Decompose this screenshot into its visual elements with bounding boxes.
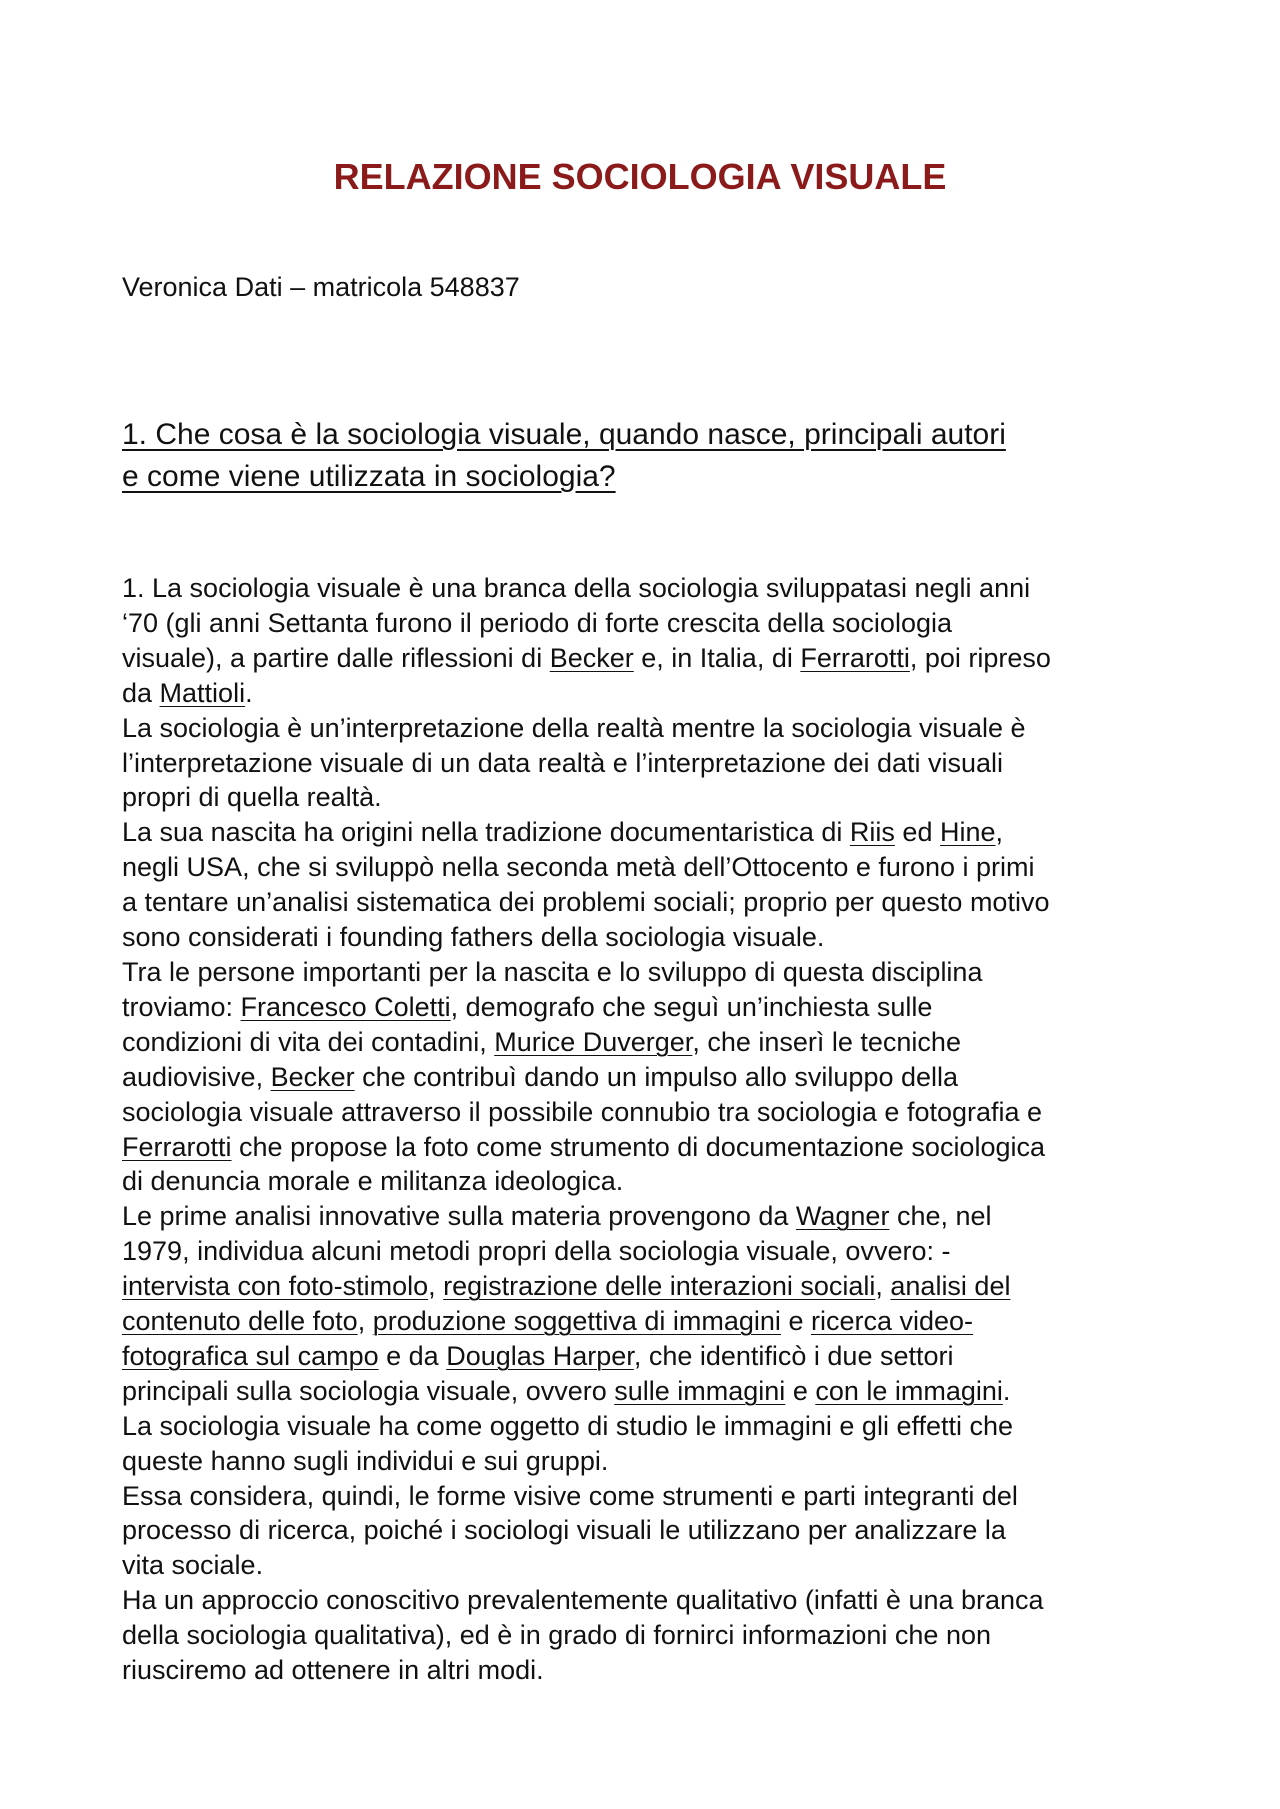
author-ref-coletti: Francesco Coletti bbox=[240, 991, 451, 1022]
method-content-analysis-cont: contenuto delle foto bbox=[122, 1306, 358, 1337]
body-line: l’interpretazione visuale di un data realtà e l’interpretazione dei dati visuali bbox=[122, 747, 1004, 778]
body-line: visuale), a partire dalle riflessioni di Becker e, in Italia, di Ferrarotti, poi ripreso bbox=[122, 642, 1051, 673]
body-line: a tentare un’analisi sistematica dei problemi sociali; proprio per questo motivo bbox=[122, 887, 1050, 918]
method-content-analysis: analisi del bbox=[890, 1271, 1011, 1302]
author-line: Veronica Dati – matricola 548837 bbox=[122, 272, 520, 302]
body-line: La sociologia è un’interpretazione della realtà mentre la sociologia visuale è bbox=[122, 712, 1026, 743]
author-ref-wagner: Wagner bbox=[795, 1201, 890, 1232]
body-line: fotografica sul campo e da Douglas Harper, che identificò i due settori bbox=[122, 1340, 954, 1371]
body-line: Le prime analisi innovative sulla materia provengono da Wagner che, nel bbox=[122, 1201, 992, 1232]
sector-on-images: sulle immagini bbox=[614, 1375, 786, 1406]
question-heading bbox=[122, 414, 1182, 498]
method-interaction-recording: registrazione delle interazioni sociali bbox=[443, 1271, 876, 1302]
method-subjective-production: produzione soggettiva di immagini bbox=[372, 1306, 781, 1337]
body-line: queste hanno sugli individui e sui gruppi. bbox=[122, 1445, 609, 1476]
body-line: 1. La sociologia visuale è una branca della sociologia sviluppatasi negli anni bbox=[122, 573, 1031, 603]
body-line: Tra le persone importanti per la nascita e lo sviluppo di questa disciplina bbox=[122, 956, 983, 987]
body-line: La sociologia visuale ha come oggetto di studio le immagini e gli effetti che bbox=[122, 1410, 1014, 1441]
method-field-research: ricerca video- bbox=[810, 1306, 974, 1337]
body-line: intervista con foto-stimolo, registrazione delle interazioni sociali, analisi del bbox=[122, 1271, 1011, 1302]
body-line: 1979, individua alcuni metodi propri della sociologia visuale, ovvero: - bbox=[122, 1236, 951, 1267]
sector-with-images: con le immagini bbox=[815, 1375, 1003, 1406]
body-line: Essa considera, quindi, le forme visive come strumenti e parti integranti del bbox=[122, 1480, 1018, 1511]
body-line: sono considerati i founding fathers della sociologia visuale. bbox=[122, 922, 825, 953]
author-ref-mattioli: Mattioli bbox=[159, 677, 246, 708]
question-line-2: e come viene utilizzata in sociologia? bbox=[122, 460, 616, 493]
author-ref-hine: Hine bbox=[939, 817, 996, 848]
body-line: di denuncia morale e militanza ideologica. bbox=[122, 1166, 624, 1197]
method-field-research-cont: fotografica sul campo bbox=[122, 1340, 379, 1371]
author-ref-becker: Becker bbox=[549, 642, 634, 673]
body-line: negli USA, che si sviluppò nella seconda metà dell’Ottocento e furono i primi bbox=[122, 852, 1035, 883]
body-line: Ha un approccio conoscitivo prevalentemente qualitativo (infatti è una branca bbox=[122, 1585, 1044, 1616]
body-line: ‘70 (gli anni Settanta furono il periodo di forte crescita della sociologia bbox=[122, 607, 952, 638]
body-line: principali sulla sociologia visuale, ovvero sulle immagini e con le immagini. bbox=[122, 1375, 1011, 1406]
author-ref-ferrarotti: Ferrarotti bbox=[800, 642, 910, 673]
method-photo-elicitation: intervista con foto-stimolo bbox=[122, 1271, 429, 1302]
body-line: sociologia visuale attraverso il possibile connubio tra sociologia e fotografia e bbox=[122, 1096, 1043, 1127]
answer-paragraph bbox=[122, 571, 1174, 1688]
body-line: La sua nascita ha origini nella tradizione documentaristica di Riis ed Hine, bbox=[122, 817, 1004, 848]
body-line: Ferrarotti che propose la foto come strumento di documentazione sociologica bbox=[122, 1131, 1045, 1162]
body-line: condizioni di vita dei contadini, Murice Duverger, che inserì le tecniche bbox=[122, 1026, 961, 1057]
author-ref-duverger: Murice Duverger bbox=[494, 1026, 693, 1057]
author-ref-ferrarotti-2: Ferrarotti bbox=[122, 1131, 232, 1162]
author-ref-harper: Douglas Harper bbox=[446, 1340, 634, 1371]
document-title: RELAZIONE SOCIOLOGIA VISUALE bbox=[333, 156, 947, 197]
body-line: da Mattioli. bbox=[122, 677, 253, 708]
body-line: riusciremo ad ottenere in altri modi. bbox=[122, 1655, 544, 1686]
body-line: processo di ricerca, poiché i sociologi visuali le utilizzano per analizzare la bbox=[122, 1515, 1006, 1546]
question-line-1: 1. Che cosa è la sociologia visuale, quando nasce, principali autori bbox=[122, 418, 1006, 451]
body-line: propri di quella realtà. bbox=[122, 782, 382, 813]
body-line: contenuto delle foto, produzione soggettiva di immagini e ricerca video- bbox=[122, 1306, 974, 1337]
author-ref-riis: Riis bbox=[849, 817, 895, 848]
body-line: audiovisive, Becker che contribuì dando un impulso allo sviluppo della bbox=[122, 1061, 959, 1092]
body-line: troviamo: Francesco Coletti, demografo che seguì un’inchiesta sulle bbox=[122, 991, 933, 1022]
body-line: vita sociale. bbox=[122, 1550, 264, 1581]
author-ref-becker-2: Becker bbox=[270, 1061, 355, 1092]
body-line: della sociologia qualitativa), ed è in grado di fornirci informazioni che non bbox=[122, 1620, 991, 1651]
